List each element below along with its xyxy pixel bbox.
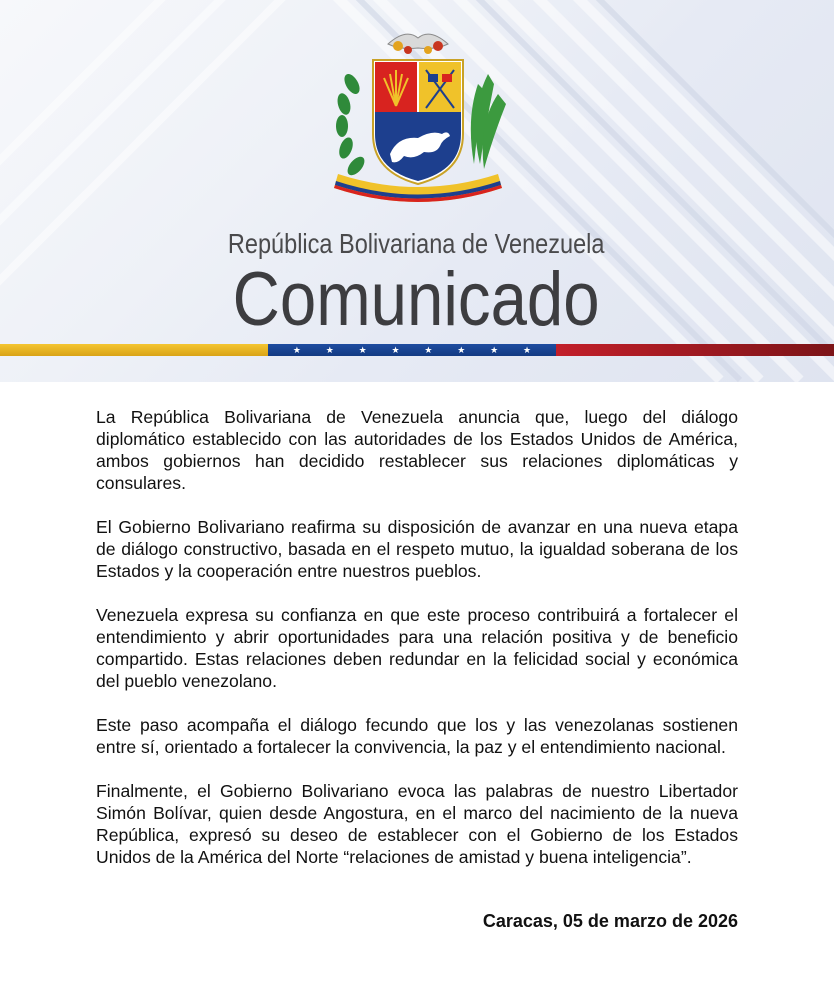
star-icon: ★ [325, 345, 334, 355]
flag-red-stripe [556, 344, 834, 356]
paragraph-4: Este paso acompaña el diálogo fecundo que los y las venezolanas sostienen entre sí, orientado a fortalecer la convivencia, la paz y el entendimiento nacional. [96, 715, 738, 757]
star-icon: ★ [292, 345, 301, 355]
flag-yellow-stripe [0, 344, 268, 356]
paragraph-3: Venezuela expresa su confianza en que este proceso contribuirá a fortalecer el entendimiento y abrir oportunidades para una relación positiva y de beneficio compartido. Estas relaciones deben redundar en la felicidad social y económica del pueblo venezolano. [96, 605, 738, 691]
page-title: Comunicado [232, 257, 600, 342]
place-and-date: Caracas, 05 de marzo de 2026 [482, 911, 738, 931]
flag-stars [268, 344, 556, 356]
star-icon: ★ [391, 345, 400, 355]
star-icon: ★ [424, 345, 433, 355]
header-banner [0, 0, 834, 382]
communique-body [96, 406, 738, 890]
paragraph-2: El Gobierno Bolivariano reafirma su disposición de avanzar en una nueva etapa de diálogo constructivo, basada en el respeto mutuo, la igualdad soberana de los Estados y la cooperación entre nuestros pueblos. [96, 517, 738, 581]
paragraph-5: Finalmente, el Gobierno Bolivariano evoca las palabras de nuestro Libertador Simón Bolívar, quien desde Angostura, en el marco del nacimiento de la nueva República, expresó su deseo de establecer con el Gobierno de los Estados Unidos de la América del Norte “relaciones de amistad y buena inteligencia”. [96, 781, 738, 867]
coat-of-arms-emblem [318, 24, 518, 224]
paragraph-1: La República Bolivariana de Venezuela anuncia que, luego del diálogo diplomático establecido con las autoridades de los Estados Unidos de América, ambos gobiernos han decidido restablecer sus relaciones diplomáticas y consulares. [96, 407, 738, 493]
star-icon: ★ [490, 345, 499, 355]
star-icon: ★ [523, 345, 532, 355]
country-name: República Bolivariana de Venezuela [227, 228, 605, 259]
star-icon: ★ [358, 345, 367, 355]
star-icon: ★ [457, 345, 466, 355]
flag-color-band [0, 344, 834, 356]
